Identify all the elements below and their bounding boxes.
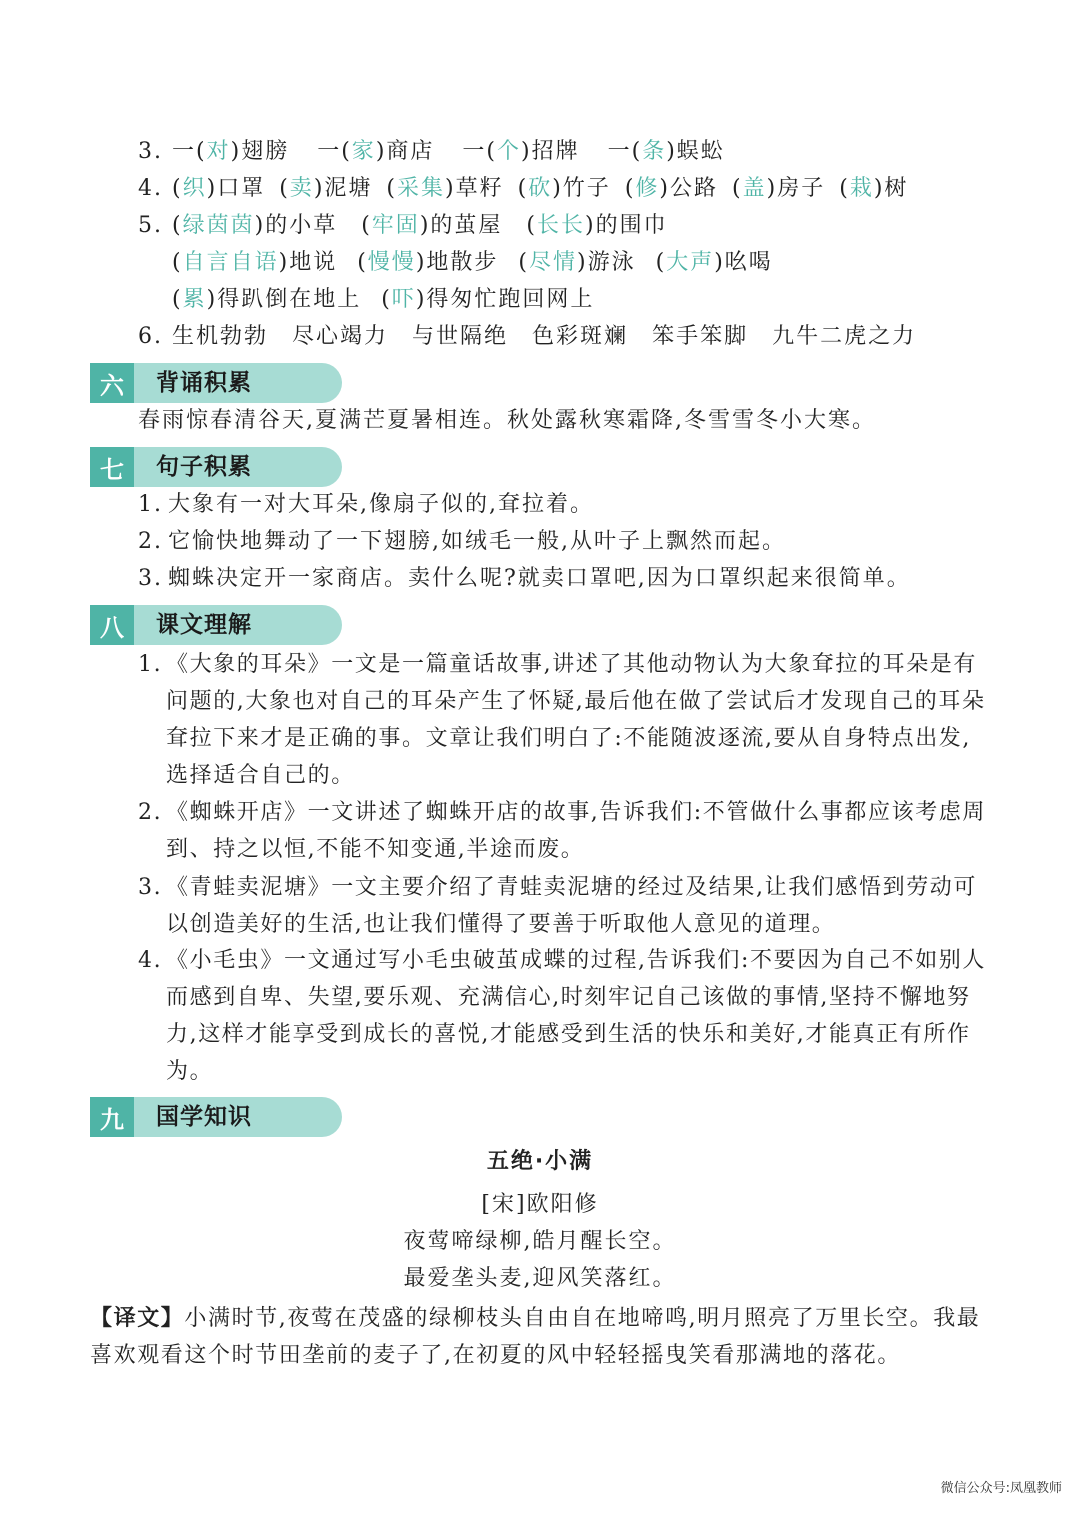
poem-line-2: 最爱垄头麦,迎风笑落红。 (403, 1266, 677, 1291)
blank-prefix: ( (172, 250, 183, 275)
translation-tag: 【译文】 (90, 1306, 185, 1331)
answer-text: 对 (206, 139, 231, 164)
fill-blank-item (172, 213, 337, 238)
blank-suffix: )地散步 (415, 250, 499, 275)
idiom-word: 笨手笨脚 (652, 324, 749, 349)
blank-suffix: )的围巾 (585, 213, 668, 238)
item-number: 3. (138, 566, 163, 591)
section-title: 背诵积累 (156, 370, 252, 396)
question-5-row-2 (172, 248, 773, 278)
answer-text: 慢慢 (367, 250, 416, 275)
translation (90, 1300, 990, 1374)
section-title: 句子积累 (156, 454, 252, 480)
fill-blank-item (381, 287, 594, 312)
blank-prefix: ( (526, 213, 537, 238)
comprehension-text: 《蜘蛛开店》一文讲述了蜘蛛开店的故事,告诉我们:不管做什么事都应该考虑周到、持之以恒,不能不知变通,半途而废。 (166, 800, 987, 862)
blank-suffix: )的小草 (254, 213, 338, 238)
item-number: 1. (138, 652, 163, 677)
question-number: 6. (138, 324, 163, 349)
section-badge: 七 (90, 447, 134, 487)
sentence-item (138, 490, 594, 520)
comprehension-text: 《青蛙卖泥塘》一文主要介绍了青蛙卖泥塘的经过及结果,让我们感悟到劳动可以创造美好的生活,也让我们懂得了要善于听取他人意见的道理。 (166, 875, 977, 937)
item-number: 2. (138, 800, 163, 825)
question-number: 5. (138, 213, 163, 238)
blank-suffix: )得匆忙跑回网上 (415, 287, 595, 312)
item-number: 2. (138, 529, 163, 554)
blank-suffix: )口罩 (206, 176, 266, 201)
answer-text: 盖 (742, 176, 767, 201)
poem-title: 五绝·小满 (486, 1149, 594, 1174)
fill-blank-item (656, 250, 773, 275)
blank-prefix: ( (386, 176, 397, 201)
blank-prefix: 一( (317, 139, 352, 164)
blank-suffix: )树 (873, 176, 909, 201)
blank-suffix: )游泳 (577, 250, 636, 275)
fill-blank-item (462, 139, 579, 164)
blank-suffix: )公路 (659, 176, 719, 201)
question-6 (138, 322, 916, 352)
fill-blank-item (625, 176, 718, 201)
answer-text: 大声 (666, 250, 715, 275)
sentence-item (138, 564, 911, 594)
answer-text: 采集 (397, 176, 446, 201)
poem-line-1: 夜莺啼绿柳,皓月醒长空。 (403, 1229, 677, 1254)
fill-blank-item (172, 176, 265, 201)
blank-suffix: )泥塘 (313, 176, 373, 201)
blank-suffix: )的茧屋 (419, 213, 503, 238)
section-badge: 八 (90, 605, 134, 645)
fill-blank-item (172, 139, 289, 164)
blank-suffix: )草籽 (445, 176, 504, 201)
answer-text: 自言自语 (182, 250, 279, 275)
fill-blank-item (518, 250, 635, 275)
blank-prefix: ( (357, 250, 368, 275)
idiom-word: 与世隔绝 (412, 324, 509, 349)
section-badge: 九 (90, 1097, 134, 1137)
fill-blank-item (386, 176, 503, 201)
answer-text: 卖 (289, 176, 314, 201)
section-title: 课文理解 (156, 612, 252, 638)
blank-suffix: )招牌 (521, 139, 580, 164)
idiom-word: 生机勃勃 (172, 324, 269, 349)
blank-suffix: )商店 (375, 139, 435, 164)
blank-prefix: ( (172, 287, 183, 312)
blank-prefix: 一( (607, 139, 643, 164)
answer-text: 长长 (537, 213, 586, 238)
fill-blank-item (526, 213, 667, 238)
blank-prefix: ( (518, 250, 529, 275)
sentence-text: 蜘蛛决定开一家商店。卖什么呢?就卖口罩吧,因为口罩织起来很简单。 (168, 566, 911, 591)
blank-prefix: ( (839, 176, 850, 201)
poem-author: [宋]欧阳修 (481, 1192, 599, 1217)
blank-suffix: )蜈蚣 (666, 139, 725, 164)
sentence-text: 它愉快地舞动了一下翅膀,如绒毛一般,从叶子上飘然而起。 (168, 529, 786, 554)
blank-prefix: ( (655, 250, 667, 275)
section-title: 国学知识 (156, 1104, 252, 1130)
blank-prefix: ( (279, 176, 290, 201)
answer-text: 修 (635, 176, 660, 201)
item-number: 4. (138, 948, 163, 973)
fill-blank-item (172, 287, 361, 312)
blank-prefix: 一( (462, 139, 497, 164)
blank-prefix: ( (172, 176, 183, 201)
translation-text: 小满时节,夜莺在茂盛的绿柳枝头自由自在地啼鸣,明月照亮了万里长空。我最喜欢观看这个时节田垄前的麦子了,在初夏的风中轻轻摇曳笑看那满地的落花。 (90, 1306, 981, 1368)
blank-suffix: )房子 (766, 176, 826, 201)
blank-prefix: ( (732, 176, 743, 201)
question-5-row-1 (138, 211, 668, 241)
recitation-text: 春雨惊春清谷天,夏满芒夏暑相连。秋处露秋寒霜降,冬雪雪冬小大寒。 (138, 408, 876, 433)
sentence-item (138, 527, 786, 557)
answer-text: 织 (182, 176, 207, 201)
answer-text: 砍 (528, 176, 553, 201)
fill-blank-item (732, 176, 825, 201)
answer-text: 尽情 (529, 250, 578, 275)
sentence-text: 大象有一对大耳朵,像扇子似的,耷拉着。 (168, 492, 594, 517)
answer-text: 牢固 (371, 213, 420, 238)
answer-text: 栽 (849, 176, 874, 201)
section-header-8 (90, 605, 342, 645)
blank-suffix: )地说 (278, 250, 338, 275)
question-number: 4. (138, 176, 163, 201)
blank-prefix: 一( (172, 139, 207, 164)
question-4 (138, 174, 908, 204)
fill-blank-item (279, 176, 372, 201)
answer-text: 吓 (391, 287, 416, 312)
answer-text: 个 (497, 139, 522, 164)
blank-suffix: )翅膀 (230, 139, 290, 164)
blank-suffix: )吆喝 (714, 250, 773, 275)
idiom-word: 尽心竭力 (292, 324, 389, 349)
question-3 (138, 137, 725, 167)
section-header-7 (90, 447, 342, 487)
fill-blank-item (357, 250, 498, 275)
fill-blank-item (518, 176, 611, 201)
answer-text: 条 (642, 139, 667, 164)
answer-text: 累 (182, 287, 207, 312)
fill-blank-item (317, 139, 434, 164)
section-header-9 (90, 1097, 342, 1137)
footer-watermark: 微信公众号:凤凰教师 (940, 1481, 1062, 1496)
answer-text: 绿茵茵 (182, 213, 255, 238)
blank-prefix: ( (361, 213, 372, 238)
section-header-6 (90, 363, 342, 403)
answer-text: 家 (351, 139, 376, 164)
blank-suffix: )竹子 (552, 176, 611, 201)
question-number: 3. (138, 139, 163, 164)
blank-prefix: ( (624, 176, 636, 201)
comprehension-text: 《大象的耳朵》一文是一篇童话故事,讲述了其他动物认为大象耷拉的耳朵是有问题的,大象也对自己的耳朵产生了怀疑,最后他在做了尝试后才发现自己的耳朵耷拉下来才是正确的事。文章让我们明白了:不能随波逐流,要从自身特点出发,选择适合自己的。 (166, 652, 986, 788)
item-number: 1. (138, 492, 163, 517)
blank-prefix: ( (172, 213, 183, 238)
blank-prefix: ( (517, 176, 529, 201)
idiom-word: 九牛二虎之力 (772, 324, 917, 349)
item-number: 3. (138, 875, 163, 900)
fill-blank-item (608, 139, 725, 164)
comprehension-text: 《小毛虫》一文通过写小毛虫破茧成蝶的过程,告诉我们:不要因为自己不如别人而感到自卑、失望,要乐观、充满信心,时刻牢记自己该做的事情,坚持不懈地努力,这样才能享受到成长的喜悦,才能感受到生活的快乐和美好,才能真正有所作为。 (166, 948, 987, 1084)
fill-blank-item (361, 213, 502, 238)
question-5-row-3 (172, 285, 594, 315)
blank-suffix: )得趴倒在地上 (206, 287, 362, 312)
idiom-word: 色彩斑斓 (532, 324, 629, 349)
fill-blank-item (839, 176, 908, 201)
section-badge: 六 (90, 363, 134, 403)
fill-blank-item (172, 250, 337, 275)
blank-prefix: ( (381, 287, 392, 312)
